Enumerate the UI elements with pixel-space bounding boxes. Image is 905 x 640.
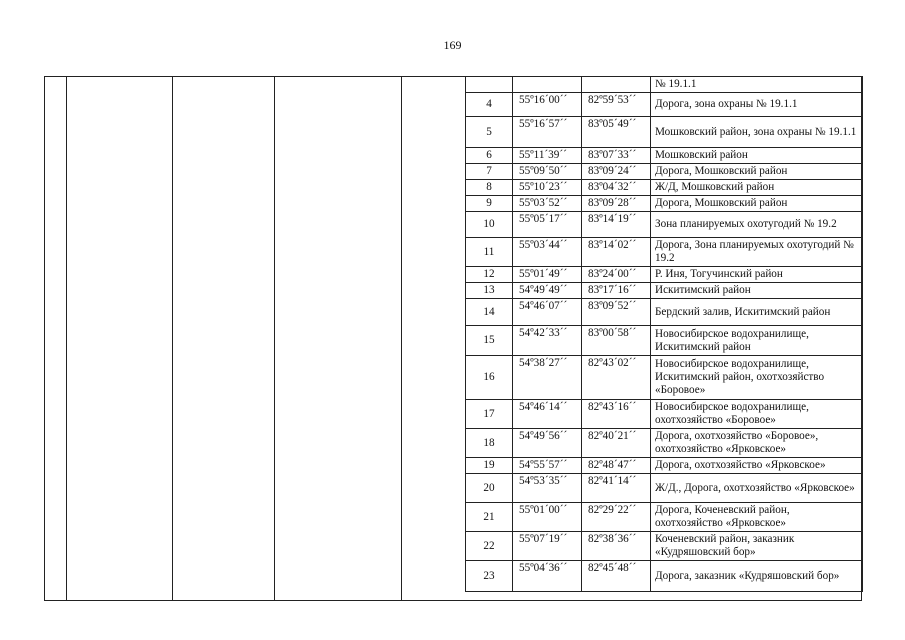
description-cell: Р. Иня, Тогучинский район	[651, 267, 863, 283]
column-divider	[66, 76, 67, 601]
point-number-cell: 18	[466, 429, 513, 458]
latitude-cell: 54º49´49´´	[513, 283, 582, 299]
description-cell: Зона планируемых охотугодий № 19.2	[651, 212, 863, 238]
longitude-cell: 82º43´16´´	[582, 400, 651, 429]
column-divider	[274, 76, 275, 601]
table-row	[466, 458, 863, 474]
latitude-cell: 55º05´17´´	[513, 212, 582, 238]
coordinates-table-body	[466, 77, 863, 592]
description-cell: Новосибирское водохранилище, Искитимский район, охотхозяйство «Боровое»	[651, 356, 863, 400]
page-number: 169	[443, 38, 462, 52]
point-number-cell: 12	[466, 267, 513, 283]
longitude-cell: 83º14´02´´	[582, 238, 651, 267]
longitude-cell: 82º41´14´´	[582, 474, 651, 503]
description-cell: Дорога, зона охраны № 19.1.1	[651, 93, 863, 117]
latitude-cell: 55º07´19´´	[513, 532, 582, 561]
description-cell: Дорога, Мошковский район	[651, 196, 863, 212]
description-cell: Искитимский район	[651, 283, 863, 299]
latitude-cell: 54º46´07´´	[513, 299, 582, 326]
table-row	[466, 532, 863, 561]
table-row	[466, 117, 863, 148]
description-cell: № 19.1.1	[651, 77, 863, 93]
latitude-cell: 54º46´14´´	[513, 400, 582, 429]
description-cell: Мошковский район	[651, 148, 863, 164]
description-cell: Бердский залив, Искитимский район	[651, 299, 863, 326]
longitude-cell: 83º24´00´´	[582, 267, 651, 283]
column-divider	[172, 76, 173, 601]
table-row	[466, 429, 863, 458]
table-row	[466, 283, 863, 299]
longitude-cell: 83º00´58´´	[582, 326, 651, 356]
description-cell: Новосибирское водохранилище, охотхозяйство «Боровое»	[651, 400, 863, 429]
table-row	[466, 148, 863, 164]
table-row	[466, 267, 863, 283]
table-row	[466, 326, 863, 356]
table-row	[466, 474, 863, 503]
description-cell: Дорога, заказник «Кудряшовский бор»	[651, 561, 863, 592]
point-number-cell	[466, 77, 513, 93]
description-cell: Коченевский район, заказник «Кудряшовский бор»	[651, 532, 863, 561]
point-number-cell: 15	[466, 326, 513, 356]
point-number-cell: 22	[466, 532, 513, 561]
point-number-cell: 19	[466, 458, 513, 474]
latitude-cell: 54º42´33´´	[513, 326, 582, 356]
point-number-cell: 21	[466, 503, 513, 532]
longitude-cell: 83º09´52´´	[582, 299, 651, 326]
latitude-cell: 55º01´00´´	[513, 503, 582, 532]
latitude-cell: 54º55´57´´	[513, 458, 582, 474]
table-row	[466, 196, 863, 212]
point-number-cell: 11	[466, 238, 513, 267]
point-number-cell: 23	[466, 561, 513, 592]
table-row	[466, 400, 863, 429]
point-number-cell: 4	[466, 93, 513, 117]
point-number-cell: 16	[466, 356, 513, 400]
longitude-cell: 83º05´49´´	[582, 117, 651, 148]
latitude-cell: 54º38´27´´	[513, 356, 582, 400]
description-cell: Дорога, Коченевский район, охотхозяйство «Ярковское»	[651, 503, 863, 532]
longitude-cell: 83º04´32´´	[582, 180, 651, 196]
longitude-cell: 82º43´02´´	[582, 356, 651, 400]
description-cell: Ж/Д., Дорога, охотхозяйство «Ярковское»	[651, 474, 863, 503]
latitude-cell: 55º03´52´´	[513, 196, 582, 212]
description-cell: Дорога, Мошковский район	[651, 164, 863, 180]
table-row	[466, 299, 863, 326]
table-row	[466, 93, 863, 117]
longitude-cell: 82º29´22´´	[582, 503, 651, 532]
point-number-cell: 20	[466, 474, 513, 503]
longitude-cell	[582, 77, 651, 93]
point-number-cell: 9	[466, 196, 513, 212]
latitude-cell: 55º10´23´´	[513, 180, 582, 196]
point-number-cell: 6	[466, 148, 513, 164]
longitude-cell: 83º14´19´´	[582, 212, 651, 238]
description-cell: Дорога, Зона планируемых охотугодий № 19.2	[651, 238, 863, 267]
table-row	[466, 212, 863, 238]
column-divider	[401, 76, 402, 601]
description-cell: Мошковский район, зона охраны № 19.1.1	[651, 117, 863, 148]
latitude-cell: 55º11´39´´	[513, 148, 582, 164]
point-number-cell: 10	[466, 212, 513, 238]
longitude-cell: 82º59´53´´	[582, 93, 651, 117]
longitude-cell: 83º17´16´´	[582, 283, 651, 299]
point-number-cell: 14	[466, 299, 513, 326]
point-number-cell: 7	[466, 164, 513, 180]
description-cell: Дорога, охотхозяйство «Ярковское»	[651, 458, 863, 474]
latitude-cell: 55º01´49´´	[513, 267, 582, 283]
table-row	[466, 503, 863, 532]
longitude-cell: 82º45´48´´	[582, 561, 651, 592]
coordinates-table	[465, 76, 863, 592]
table-row	[466, 77, 863, 93]
longitude-cell: 83º09´24´´	[582, 164, 651, 180]
point-number-cell: 5	[466, 117, 513, 148]
table-row	[466, 356, 863, 400]
point-number-cell: 8	[466, 180, 513, 196]
longitude-cell: 83º09´28´´	[582, 196, 651, 212]
longitude-cell: 82º38´36´´	[582, 532, 651, 561]
table-row	[466, 238, 863, 267]
latitude-cell: 54º53´35´´	[513, 474, 582, 503]
latitude-cell: 55º09´50´´	[513, 164, 582, 180]
longitude-cell: 83º07´33´´	[582, 148, 651, 164]
table-row	[466, 180, 863, 196]
point-number-cell: 13	[466, 283, 513, 299]
latitude-cell: 54º49´56´´	[513, 429, 582, 458]
latitude-cell: 55º16´00´´	[513, 93, 582, 117]
latitude-cell: 55º16´57´´	[513, 117, 582, 148]
description-cell: Дорога, охотхозяйство «Боровое», охотхозяйство «Ярковское»	[651, 429, 863, 458]
latitude-cell: 55º04´36´´	[513, 561, 582, 592]
latitude-cell	[513, 77, 582, 93]
point-number-cell: 17	[466, 400, 513, 429]
longitude-cell: 82º48´47´´	[582, 458, 651, 474]
table-row	[466, 164, 863, 180]
description-cell: Новосибирское водохранилище, Искитимский район	[651, 326, 863, 356]
latitude-cell: 55º03´44´´	[513, 238, 582, 267]
table-row	[466, 561, 863, 592]
longitude-cell: 82º40´21´´	[582, 429, 651, 458]
description-cell: Ж/Д, Мошковский район	[651, 180, 863, 196]
